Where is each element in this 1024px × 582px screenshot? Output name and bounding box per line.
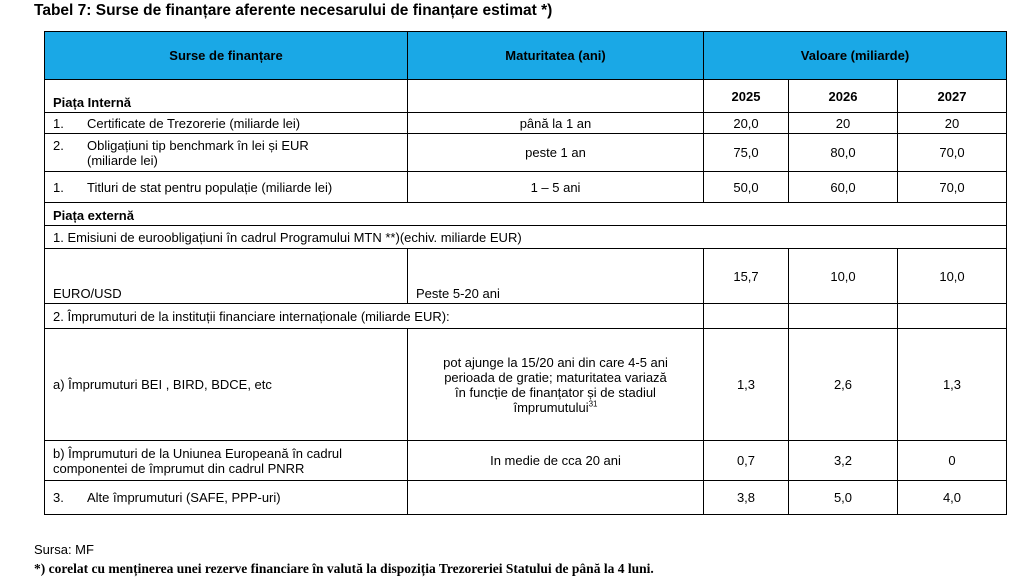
row-name: [45, 113, 408, 134]
value-2027: 0: [898, 441, 1007, 481]
maturity-line: în funcție de finanțator și de stadiul: [455, 384, 656, 400]
maturity-line: împrumutului: [513, 399, 589, 415]
value-2026: 2,6: [789, 329, 898, 441]
year-2025: 2025: [704, 80, 789, 113]
empty-cell: [898, 304, 1007, 329]
table-row: [45, 113, 1007, 134]
value-2026: 80,0: [789, 134, 898, 172]
row-name: [45, 172, 408, 203]
table-row: [45, 249, 1007, 304]
maturity-line: perioada de gratie; maturitatea variază: [444, 369, 667, 385]
section-internal-label: Piața Internă: [45, 80, 408, 113]
header-maturity: Maturitatea (ani): [408, 32, 704, 80]
value-2027: 10,0: [898, 249, 1007, 304]
mtn-row: [45, 226, 1007, 249]
table-row: [45, 481, 1007, 515]
section-external-row: [45, 203, 1007, 226]
table-row: [45, 134, 1007, 172]
empty-cell: [789, 304, 898, 329]
value-2025: 1,3: [704, 329, 789, 441]
mtn-label: 1. Emisiuni de euroobligațiuni în cadrul Programului MTN **)(echiv. miliarde EUR): [45, 226, 1007, 249]
row-label: Titluri de stat pentru populație (miliarde lei): [87, 179, 333, 195]
row-number: 2.: [53, 137, 64, 153]
row-label: Alte împrumuturi (SAFE, PPP-uri): [87, 490, 281, 505]
section-external-label: Piața externă: [45, 203, 1007, 226]
row-name: [45, 441, 408, 481]
empty-cell: [704, 304, 789, 329]
value-2025: 50,0: [704, 172, 789, 203]
table-row: [45, 329, 1007, 441]
ifi-label: 2. Împrumuturi de la instituții financiare internaționale (miliarde EUR):: [45, 304, 704, 329]
row-maturity: In medie de cca 20 ani: [408, 441, 704, 481]
footnote-ref: 31: [588, 399, 598, 409]
row-maturity: 1 – 5 ani: [408, 172, 704, 203]
row-number: 1.: [53, 179, 64, 195]
row-label-line2: (miliarde lei): [87, 152, 158, 168]
row-maturity: până la 1 an: [408, 113, 704, 134]
value-2026: 60,0: [789, 172, 898, 203]
header-value: Valoare (miliarde): [704, 32, 1007, 80]
value-2025: 20,0: [704, 113, 789, 134]
value-2027: 4,0: [898, 481, 1007, 515]
value-2025: 75,0: [704, 134, 789, 172]
value-2026: 3,2: [789, 441, 898, 481]
ifi-row: [45, 304, 1007, 329]
row-label: Obligațiuni tip benchmark în lei și EUR: [87, 137, 309, 153]
row-maturity: [408, 481, 704, 515]
row-number: 1.: [53, 115, 64, 131]
financing-sources-table: [44, 31, 1007, 515]
row-label: Certificate de Trezorerie (miliarde lei): [87, 115, 301, 131]
value-2025: 15,7: [704, 249, 789, 304]
year-2027: 2027: [898, 80, 1007, 113]
maturity-line: pot ajunge la 15/20 ani din care 4-5 ani: [443, 354, 668, 370]
year-2026: 2026: [789, 80, 898, 113]
table-row: [45, 172, 1007, 203]
value-2027: 1,3: [898, 329, 1007, 441]
source-note: Sursa: MF: [34, 542, 94, 557]
empty-cell: [408, 80, 704, 113]
row-maturity: peste 1 an: [408, 134, 704, 172]
row-name: EURO/USD: [45, 249, 408, 304]
value-2027: 70,0: [898, 134, 1007, 172]
value-2027: 70,0: [898, 172, 1007, 203]
row-label-line2: componentei de împrumut din cadrul PNRR: [53, 460, 305, 476]
table-header-row: [45, 32, 1007, 80]
row-name: a) Împrumuturi BEI , BIRD, BDCE, etc: [45, 329, 408, 441]
value-2026: 20: [789, 113, 898, 134]
row-maturity: [408, 329, 704, 441]
row-name: [45, 481, 408, 515]
value-2027: 20: [898, 113, 1007, 134]
value-2025: 0,7: [704, 441, 789, 481]
row-name: [45, 134, 408, 172]
value-2026: 5,0: [789, 481, 898, 515]
table-title: Tabel 7: Surse de finanțare aferente necesarului de finanțare estimat *): [34, 2, 553, 19]
table-row: [45, 441, 1007, 481]
row-label: b) Împrumuturi de la Uniunea Europeană în cadrul: [53, 445, 343, 461]
header-sources: Surse de finanțare: [45, 32, 408, 80]
section-internal-row: [45, 80, 1007, 113]
value-2026: 10,0: [789, 249, 898, 304]
row-number: 3.: [53, 490, 64, 505]
value-2025: 3,8: [704, 481, 789, 515]
row-maturity: Peste 5-20 ani: [408, 249, 704, 304]
footnote: *) corelat cu menținerea unei rezerve financiare în valută la dispoziția Trezoreriei Statului de până la 4 luni.: [34, 561, 654, 576]
